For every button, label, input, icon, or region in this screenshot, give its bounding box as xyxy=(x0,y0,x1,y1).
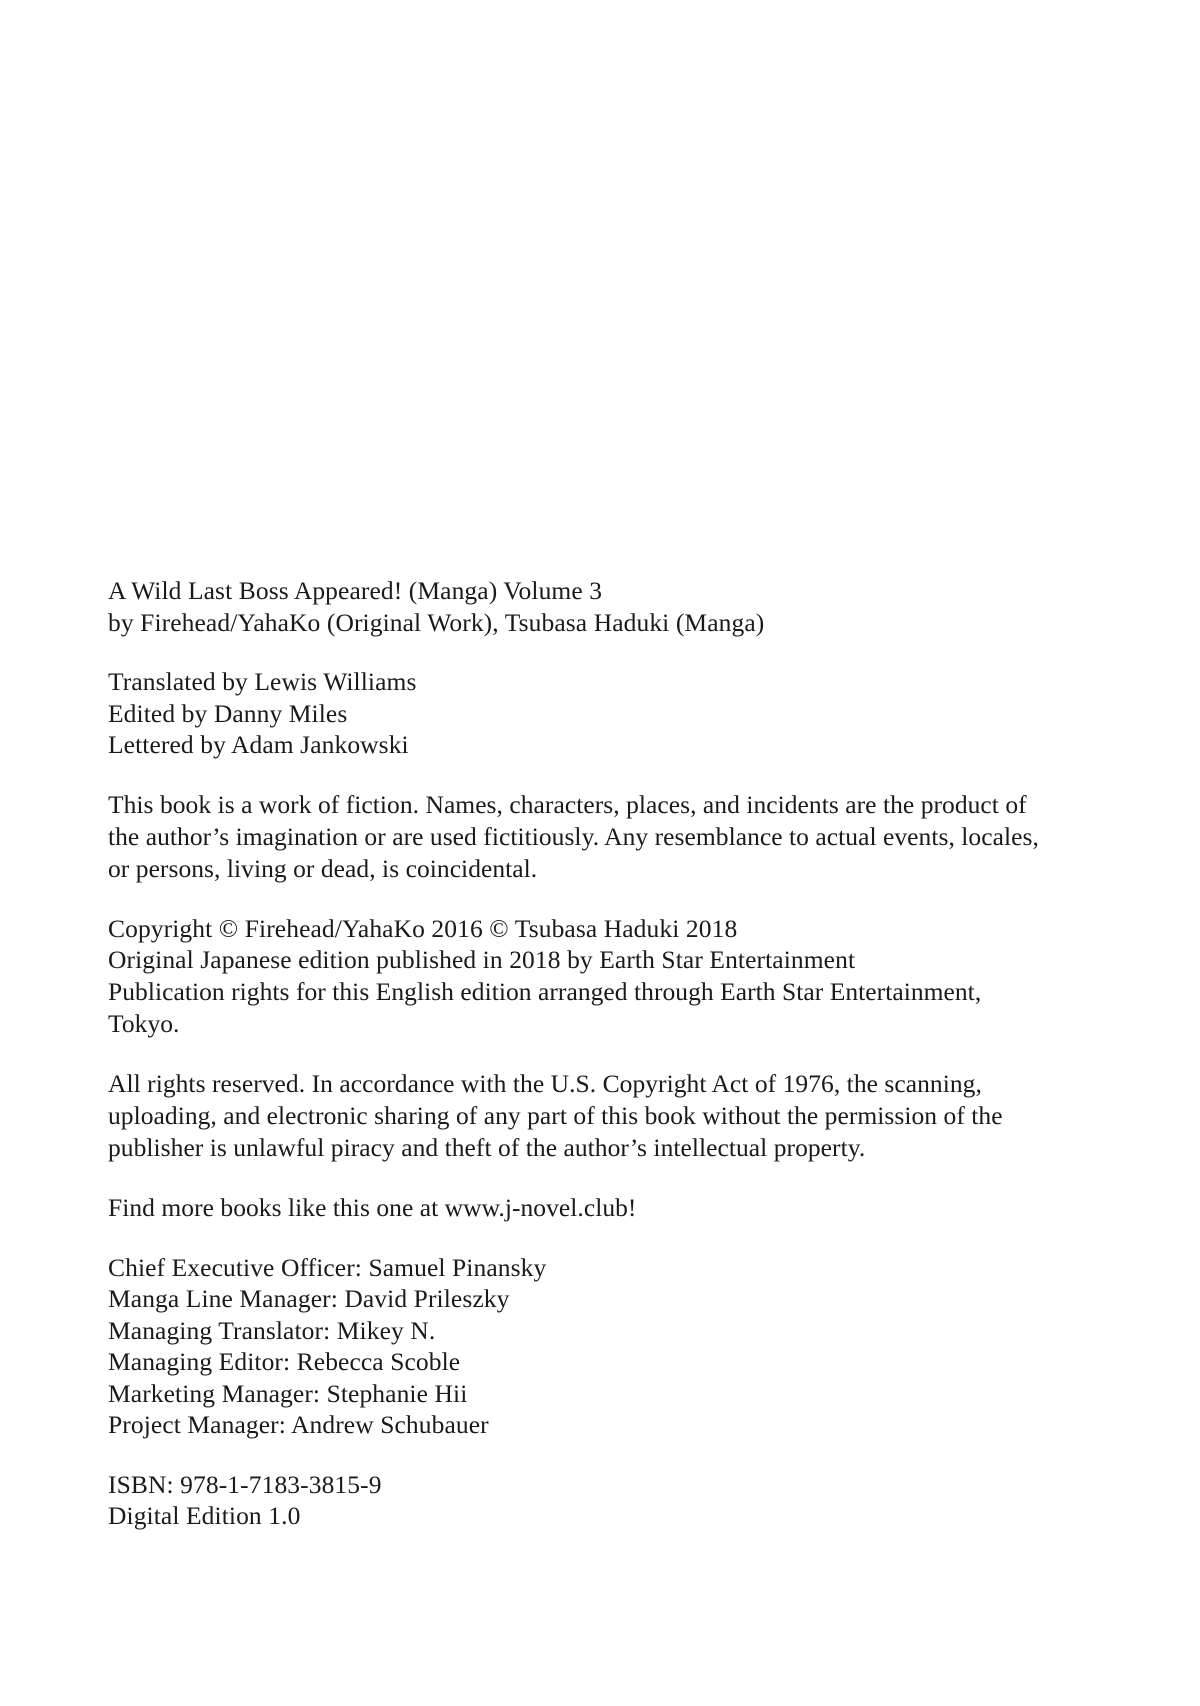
book-title: A Wild Last Boss Appeared! (Manga) Volume 3 xyxy=(108,576,603,605)
isbn: ISBN: 978-1-7183-3815-9 xyxy=(108,1469,382,1499)
staff-managing-editor: Managing Editor: Rebecca Scoble xyxy=(108,1347,461,1376)
original-edition-notice: Original Japanese edition published in 2018 by Earth Star Entertainment xyxy=(108,945,856,974)
title-block xyxy=(108,575,1048,638)
fiction-disclaimer-block xyxy=(108,789,1048,885)
staff-marketing-manager: Marketing Manager: Stephanie Hii xyxy=(108,1378,468,1408)
staff-ceo: Chief Executive Officer: Samuel Pinansky xyxy=(108,1252,547,1282)
copyright-block xyxy=(108,913,1048,1040)
translator-credit: Translated by Lewis Williams xyxy=(108,667,417,696)
copyright-notice: Copyright © Firehead/YahaKo 2016 © Tsubasa Haduki 2018 xyxy=(108,913,738,943)
promo-block xyxy=(108,1192,1048,1224)
digital-edition: Digital Edition 1.0 xyxy=(108,1501,301,1530)
rights-reserved-notice: All rights reserved. In accordance with the U.S. Copyright Act of 1976, the scanning, uploading, and electronic sharing of any part of this book without the permission of the publisher is unlawful piracy and theft of the author’s intellectual property. xyxy=(108,1068,1003,1162)
publication-rights-notice: Publication rights for this English edition arranged through Earth Star Entertainment, Tokyo. xyxy=(108,976,982,1038)
staff-project-manager: Project Manager: Andrew Schubauer xyxy=(108,1410,489,1439)
promo-line: Find more books like this one at www.j-novel.club! xyxy=(108,1192,637,1222)
colophon-text-block xyxy=(108,575,1048,1532)
credits-block xyxy=(108,666,1048,761)
staff-block xyxy=(108,1252,1048,1441)
letterer-credit: Lettered by Adam Jankowski xyxy=(108,730,409,759)
editor-credit: Edited by Danny Miles xyxy=(108,698,348,728)
staff-managing-translator: Managing Translator: Mikey N. xyxy=(108,1315,436,1345)
staff-manga-line-manager: Manga Line Manager: David Prileszky xyxy=(108,1284,510,1313)
rights-reserved-block xyxy=(108,1068,1048,1164)
identifier-block xyxy=(108,1469,1048,1532)
fiction-disclaimer: This book is a work of fiction. Names, characters, places, and incidents are the product of the author’s imagination or are used fictitiously. Any resemblance to actual events, locales, or persons, living or dead, is coincidental. xyxy=(108,789,1039,883)
book-authors: by Firehead/YahaKo (Original Work), Tsubasa Haduki (Manga) xyxy=(108,607,765,637)
